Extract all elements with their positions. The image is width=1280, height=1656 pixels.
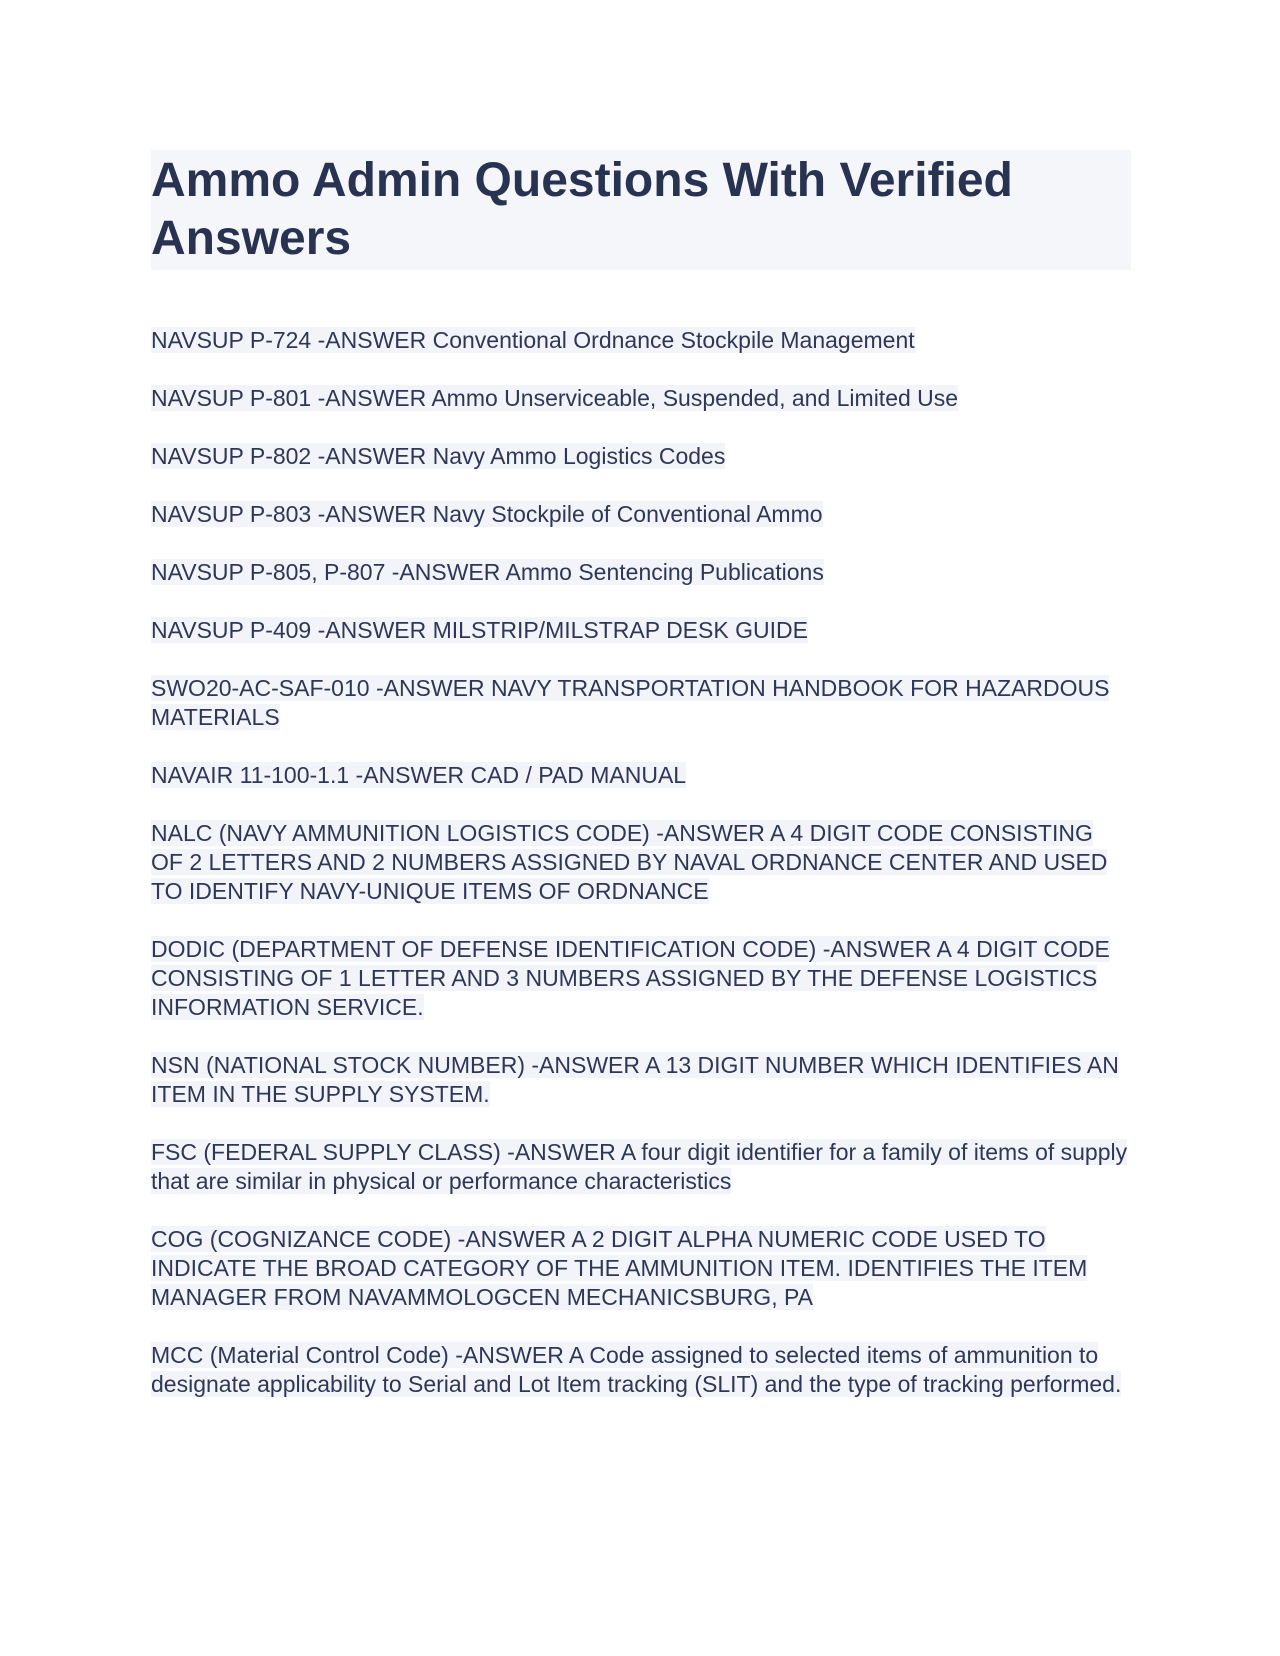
qa-item-text: NAVSUP P-802 -ANSWER Navy Ammo Logistics Codes [151, 443, 726, 469]
qa-item [151, 761, 1131, 790]
qa-item [151, 1341, 1131, 1399]
qa-item [151, 1225, 1131, 1312]
qa-item-text: NSN (NATIONAL STOCK NUMBER) -ANSWER A 13 DIGIT NUMBER WHICH IDENTIFIES AN ITEM IN THE SUPPLY SYSTEM. [151, 1052, 1119, 1107]
qa-item-text: SWO20-AC-SAF-010 -ANSWER NAVY TRANSPORTATION HANDBOOK FOR HAZARDOUS MATERIALS [151, 675, 1110, 730]
qa-list [151, 326, 1131, 1399]
qa-item [151, 558, 1131, 587]
qa-item-text: NALC (NAVY AMMUNITION LOGISTICS CODE) -ANSWER A 4 DIGIT CODE CONSISTING OF 2 LETTERS AND 2 NUMBERS ASSIGNED BY NAVAL ORDNANCE CENTER AND USED TO IDENTIFY NAVY-UNIQUE ITEMS OF ORDNANCE [151, 820, 1108, 904]
qa-item-text: NAVSUP P-803 -ANSWER Navy Stockpile of Conventional Ammo [151, 501, 823, 527]
qa-item-text: COG (COGNIZANCE CODE) -ANSWER A 2 DIGIT ALPHA NUMERIC CODE USED TO INDICATE THE BROAD CATEGORY OF THE AMMUNITION ITEM. IDENTIFIES THE ITEM MANAGER FROM NAVAMMOLOGCEN MECHANICSBURG, PA [151, 1226, 1088, 1310]
qa-item [151, 935, 1131, 1022]
qa-item-text: DODIC (DEPARTMENT OF DEFENSE IDENTIFICATION CODE) -ANSWER A 4 DIGIT CODE CONSISTING OF 1 LETTER AND 3 NUMBERS ASSIGNED BY THE DEFENSE LOGISTICS INFORMATION SERVICE. [151, 936, 1110, 1020]
qa-item-text: NAVAIR 11-100-1.1 -ANSWER CAD / PAD MANUAL [151, 762, 687, 788]
qa-item-text: NAVSUP P-801 -ANSWER Ammo Unserviceable, Suspended, and Limited Use [151, 385, 959, 411]
qa-item-text: NAVSUP P-409 -ANSWER MILSTRIP/MILSTRAP DESK GUIDE [151, 617, 808, 643]
qa-item-text: NAVSUP P-805, P-807 -ANSWER Ammo Sentencing Publications [151, 559, 824, 585]
document-title: Ammo Admin Questions With Verified Answers [151, 154, 1013, 265]
qa-item-text: FSC (FEDERAL SUPPLY CLASS) -ANSWER A four digit identifier for a family of items of supply that are similar in physical or performance characteristics [151, 1139, 1128, 1194]
qa-item [151, 500, 1131, 529]
qa-item [151, 674, 1131, 732]
qa-item [151, 384, 1131, 413]
document-page [151, 150, 1131, 1428]
qa-item [151, 442, 1131, 471]
qa-item [151, 326, 1131, 355]
qa-item [151, 819, 1131, 906]
qa-item [151, 1051, 1131, 1109]
qa-item [151, 1138, 1131, 1196]
qa-item [151, 616, 1131, 645]
qa-item-text: MCC (Material Control Code) -ANSWER A Code assigned to selected items of ammunition to designate applicability to Serial and Lot Item tracking (SLIT) and the type of tracking performed. [151, 1342, 1122, 1397]
qa-item-text: NAVSUP P-724 -ANSWER Conventional Ordnance Stockpile Management [151, 327, 915, 353]
title-block [151, 150, 1131, 270]
